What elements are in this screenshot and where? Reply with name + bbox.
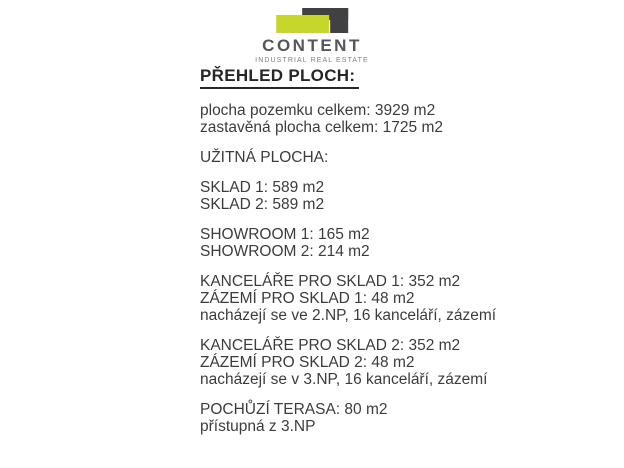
usable-area-label-group — [200, 149, 600, 166]
logo-dark-column-shape — [330, 8, 348, 33]
logo-tagline: INDUSTRIAL REAL ESTATE — [255, 57, 369, 64]
showrooms-group — [200, 226, 600, 260]
offices-sklad-2-group — [200, 337, 600, 388]
content-logo-mark-icon — [276, 8, 348, 33]
document-heading — [200, 66, 600, 89]
line-terasa-pristup: přístupná z 3.NP — [200, 418, 316, 435]
line-plocha-pozemku: plocha pozemku celkem: 3929 m2 — [200, 102, 436, 119]
line-showroom-2: SHOWROOM 2: 214 m2 — [200, 243, 370, 260]
line-zazemi-sklad-2: ZÁZEMÍ PRO SKLAD 2: 48 m2 — [200, 354, 415, 371]
line-kancelare-sklad-1: KANCELÁŘE PRO SKLAD 1: 352 m2 — [200, 273, 461, 290]
line-kancelare-sklad-2: KANCELÁŘE PRO SKLAD 2: 352 m2 — [200, 337, 461, 354]
line-pochuzi-terasa: POCHŮZÍ TERASA: 80 m2 — [200, 401, 388, 418]
line-sklad-1: SKLAD 1: 589 m2 — [200, 179, 325, 196]
terrace-group — [200, 401, 600, 435]
document-body — [200, 66, 600, 448]
line-sklad-1-location: nacházejí se ve 2.NP, 16 kanceláří, zázemí — [200, 307, 497, 324]
document-heading-text: PŘEHLED PLOCH: — [200, 66, 359, 89]
line-sklad-2: SKLAD 2: 589 m2 — [200, 196, 325, 213]
line-uzitna-plocha: UŽITNÁ PLOCHA: — [200, 149, 329, 166]
offices-sklad-1-group — [200, 273, 600, 324]
logo-lime-rect-shape — [276, 15, 329, 33]
line-zastavena-plocha: zastavěná plocha celkem: 1725 m2 — [200, 119, 443, 136]
warehouses-group — [200, 179, 600, 213]
line-sklad-2-location: nacházejí se v 3.NP, 16 kanceláří, zázemí — [200, 371, 488, 388]
total-areas-group — [200, 102, 600, 136]
line-zazemi-sklad-1: ZÁZEMÍ PRO SKLAD 1: 48 m2 — [200, 290, 415, 307]
line-showroom-1: SHOWROOM 1: 165 m2 — [200, 226, 370, 243]
logo-wordmark: CONTENT — [262, 36, 362, 55]
content-logo — [255, 8, 369, 64]
